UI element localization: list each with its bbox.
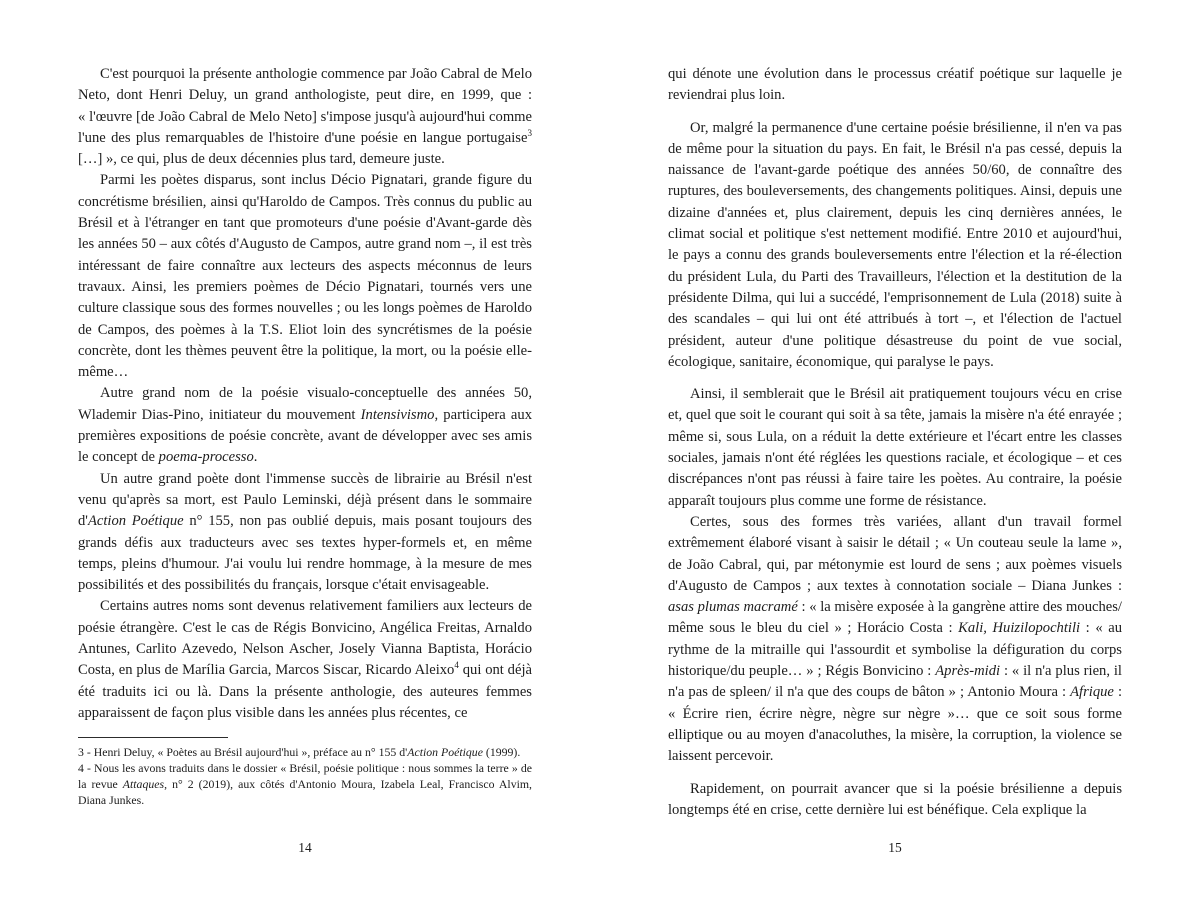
footnote-marker: 4: [454, 660, 459, 671]
footnote-separator: [78, 737, 228, 738]
page-right: [668, 0, 1122, 904]
text-run: C'est pourquoi la présente anthologie commence par João Cabral de Melo Neto, dont Henri Deluy, un grand anthologiste, peut dire, en 1999, que : « l'œuvre [de João Cabral de Melo Neto] s'impose jusqu'à aujourd'hui comme l'une des plus remarquables de l'histoire d'une poésie en langue portugaise: [78, 66, 532, 146]
paragraph: [668, 64, 1122, 107]
italic-run: Intensivismo: [360, 406, 435, 423]
footnote: [78, 745, 532, 761]
text-run: (1999).: [482, 745, 521, 760]
paragraph: [78, 64, 532, 170]
text-run: Certains autres noms sont devenus relativement familiers aux lecteurs de poésie étrangère. C'est le cas de Régis Bonvicino, Angélica Freitas, Arnaldo Antunes, Carlito Azevedo, Nelson Ascher, Josely Vianna Baptista, Horácio Costa, en plus de Marília Garcia, Marcos Siscar, Ricardo Aleixo: [78, 598, 532, 679]
text-run: qui ont déjà été traduits ici ou là. Dans la présente anthologie, des auteures femmes apparaissent de façon plus visible dans les années plus récentes, ce: [78, 662, 532, 721]
text-run: Autre grand nom de la poésie visualo-conceptuelle des années 50, Wlademir Dias-Pino, initiateur du mouvement: [78, 385, 532, 423]
italic-run: Attaques: [122, 776, 165, 791]
text-run: 3 - Henri Deluy, « Poètes au Brésil aujourd'hui », préface au n° 155 d': [78, 745, 408, 760]
text-run: qui dénote une évolution dans le processus créatif poétique sur laquelle je reviendrai plus loin.: [668, 66, 1122, 104]
text-run: : « au rythme de la mitraille qui l'assourdit et symbolise la défiguration du corps historique/du peuple… » ; Régis Bonvicino :: [668, 620, 1122, 680]
italic-run: Afrique: [1070, 684, 1114, 701]
italic-run: poema-processo: [158, 449, 254, 466]
text-run: n° 155, non pas oublié depuis, mais posant toujours des grands défis aux traducteurs avec ses textes hyper-formels et, en même temps, pleins d'humour. J'ai voulu lui rendre hommage, à la mesure de mes possibilités et des possibilités du français, lorsque c'était envisageable.: [78, 513, 532, 594]
italic-run: Kali, Huizilopochtili: [958, 620, 1081, 637]
text-run: : « il n'a plus rien, il n'a pas de spleen/ il n'a que des coups de bâton » ; Antonio Moura :: [668, 663, 1122, 701]
page-number-left: 14: [298, 840, 312, 855]
text-run: : « Écrire rien, écrire nègre, nègre sur nègre »… que ce soit sous forme elliptique ou au moyen d'anacoluthes, la misère, la corruption, la violence se laissent percevoir.: [668, 684, 1122, 765]
page-left: [78, 0, 532, 904]
text-run: .: [253, 449, 258, 466]
text-run: Or, malgré la permanence d'une certaine poésie brésilienne, il n'en va pas de même pour la situation du pays. En fait, le Brésil n'a pas cessé, depuis la naissance de l'avant-garde poétique des années 50/60, de connaître des ruptures, des bouleversements, des changements politiques. Ainsi, depuis une dizaine d'années et, plus clairement, depuis les cinq dernières années, le climat social et politique s'est nettement modifié. Entre 2010 et aujourd'hui, le pays a connu des grands bouleversements entre l'élection et la ré-élection du président Lula, du Parti des Travailleurs, l'élection et la destitution de la présidente Dilma, qui lui a succédé, l'emprisonnement de Lula (2018) suite à des scandales – qui lui ont été attribués à tort –, et l'élection de l'actuel président, auteur d'une politique désastreuse du point de vue social, écologique, sanitaire, économique, qui paralyse le pays.: [668, 119, 1122, 370]
paragraph: [668, 512, 1122, 768]
page-number-right: 15: [888, 840, 902, 855]
footnote: [78, 761, 532, 808]
text-run: 4 - Nous les avons traduits dans le dossier « Brésil, poésie politique : nous sommes la terre » de la revue: [78, 761, 532, 791]
paragraph: [78, 383, 532, 468]
text-run: Rapidement, on pourrait avancer que si la poésie brésilienne a depuis longtemps été en crise, cette dernière lui est bénéfique. Cela explique la: [668, 780, 1122, 818]
italic-run: Action Poétique: [87, 513, 184, 530]
footnotes-text: [78, 745, 532, 808]
paragraph: [78, 596, 532, 724]
footnotes-block: [78, 737, 532, 808]
paragraph: [668, 779, 1122, 822]
text-run: […] », ce qui, plus de deux décennies plus tard, demeure juste.: [78, 151, 445, 168]
paragraph: [668, 384, 1122, 512]
text-run: Ainsi, il semblerait que le Brésil ait pratiquement toujours vécu en crise et, quel que soit le courant qui soit à sa tête, jamais la misère n'a été enrayée ; même si, sous Lula, on a réduit la dette extérieure et l'écart entre les classes sociales, jamais n'ont été réglées les questions raciale, et écologique – et ces discrépances n'ont pas réussi à faire taire les poètes. Au contraire, la poésie apparaît toujours plus comme une forme de résistance.: [668, 386, 1122, 509]
italic-run: Après-midi: [935, 663, 1001, 680]
paragraph: [668, 118, 1122, 374]
text-run: , n° 2 (2019), aux côtés d'Antonio Moura, Izabela Leal, Francisco Alvim, Diana Junkes.: [78, 776, 532, 807]
page-right-text: [668, 64, 1122, 821]
page-left-text: [78, 64, 532, 724]
italic-run: Action Poétique: [407, 745, 483, 760]
paragraph: [78, 469, 532, 597]
italic-run: asas plumas macramé: [668, 599, 798, 616]
text-run: Un autre grand poète dont l'immense succès de librairie au Brésil n'est venu qu'après sa mort, est Paulo Leminski, déjà présent dans le sommaire d': [78, 470, 532, 530]
text-run: Certes, sous des formes très variées, allant d'un travail formel extrêmement élaboré visant à saisir le détail ; « Un couteau seule la lame », de João Cabral, qui, par métonymie est lourd de sens ; aux poèmes visuels d'Augusto de Campos ; aux textes à connotation sociale – Diana Junkes :: [668, 513, 1122, 594]
footnote-marker: 3: [527, 128, 532, 139]
paragraph: [78, 170, 532, 383]
text-run: , participera aux premières expositions de poésie concrète, avant de développer avec ses amis le concept de: [78, 406, 532, 466]
text-run: Parmi les poètes disparus, sont inclus Décio Pignatari, grande figure du concrétisme brésilien, ainsi qu'Haroldo de Campos. Très connus du public au Brésil et à l'étranger en tant que promoteurs d'une poésie d'Avant-garde dès les années 50 – aux côtés d'Augusto de Campos, autre grand nom –, il est très intéressant de faire connaître aux lecteurs des aspects méconnus de leurs travaux. Ainsi, les premiers poèmes de Décio Pignatari, tournés vers une culture classique sous des formes nouvelles ; ou les longs poèmes de Haroldo de Campos, des poèmes à la T.S. Eliot loin des syncrétismes de la poésie concrète, dont les thèmes peuvent être la politique, la mort, ou la poésie elle-même…: [78, 172, 532, 381]
text-run: : « la misère exposée à la gangrène attire des mouches/ même sous le bleu du ciel » ; Horácio Costa :: [668, 599, 1122, 637]
